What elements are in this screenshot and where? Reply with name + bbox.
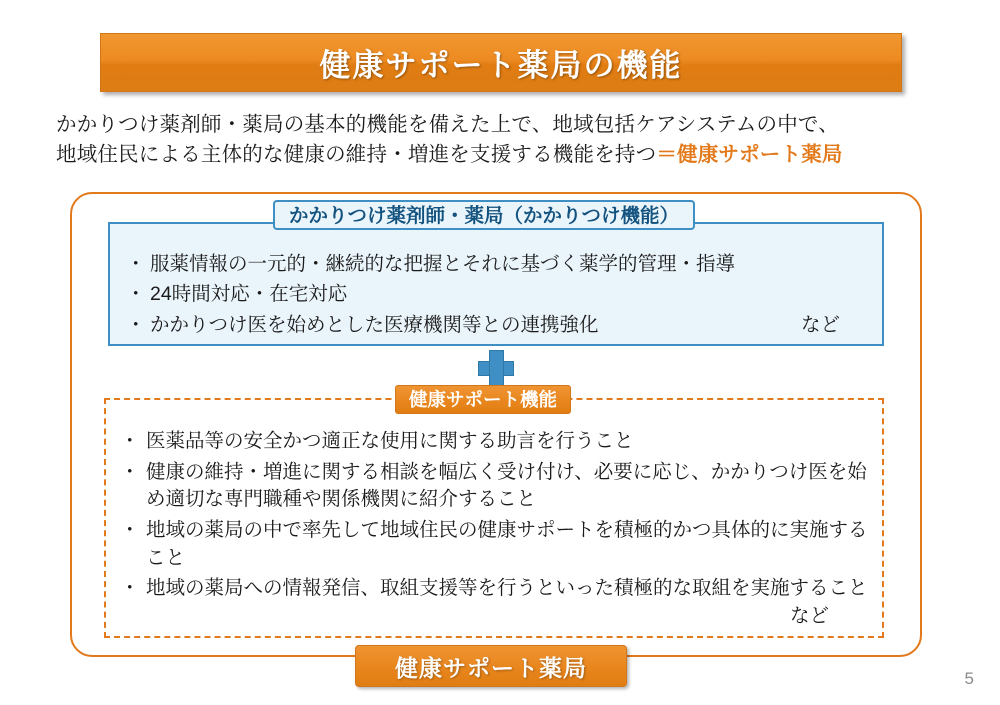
slide-title-banner [100,33,902,92]
list-item-text: 地域の薬局への情報発信、取組支援等を行うといった積極的な取組を実施すること [146,577,868,600]
page-title: 健康サポート薬局の機能 [319,48,683,83]
bullet-icon: ・ [120,519,140,542]
plus-icon [478,350,514,386]
bullet-icon: ・ [120,430,140,452]
health-support-function-label: 健康サポート機能 [395,385,571,414]
bullet-icon: ・ [120,460,140,483]
lead-line-2-emphasis: ＝健康サポート薬局 [656,142,843,166]
bullet-icon: ・ [120,577,140,600]
list-item-text: かかりつけ医を始めとした医療機関等との連携強化 [150,313,599,336]
list-item [120,575,882,603]
lead-paragraph [56,110,956,169]
bullet-icon: ・ [126,253,146,275]
list-item-tail: など [800,313,840,336]
list-item [120,459,882,514]
health-support-function-list [120,428,882,606]
list-item [120,517,882,572]
health-support-list-tail: など [790,605,830,627]
bullet-icon: ・ [126,313,146,336]
kakaritsuke-function-list [126,250,876,341]
page-number: 5 [964,669,974,688]
list-item-text: 服薬情報の一元的・継続的な把握とそれに基づく薬学的管理・指導 [150,253,736,275]
list-item-text: 医薬品等の安全かつ適正な使用に関する助言を行うこと [146,430,634,452]
kakaritsuke-function-label: かかりつけ薬剤師・薬局（かかりつけ機能） [273,200,695,230]
list-item [120,428,882,456]
bottom-summary-label: 健康サポート薬局 [395,654,587,681]
list-item [126,311,876,339]
lead-line-2-plain: 地域住民による主体的な健康の維持・増進を支援する機能を持つ [56,142,657,166]
list-item [126,250,876,278]
bottom-summary-banner [355,645,627,687]
lead-line-1: かかりつけ薬剤師・薬局の基本的機能を備えた上で、地域包括ケアシステムの中で、 [56,113,839,136]
lead-line-2 [56,140,956,170]
plus-icon-vertical-bar [489,350,504,386]
list-item-text: 健康の維持・増進に関する相談を幅広く受け付け、必要に応じ、かかりつけ医を始め適切な専門職種や関係機関に紹介すること [146,460,867,511]
list-item-text: 地域の薬局の中で率先して地域住民の健康サポートを積極的かつ具体的に実施すること [146,519,868,569]
list-item [126,280,876,308]
bullet-icon: ・ [126,283,146,306]
list-item-text: 24時間対応・在宅対応 [150,283,348,306]
